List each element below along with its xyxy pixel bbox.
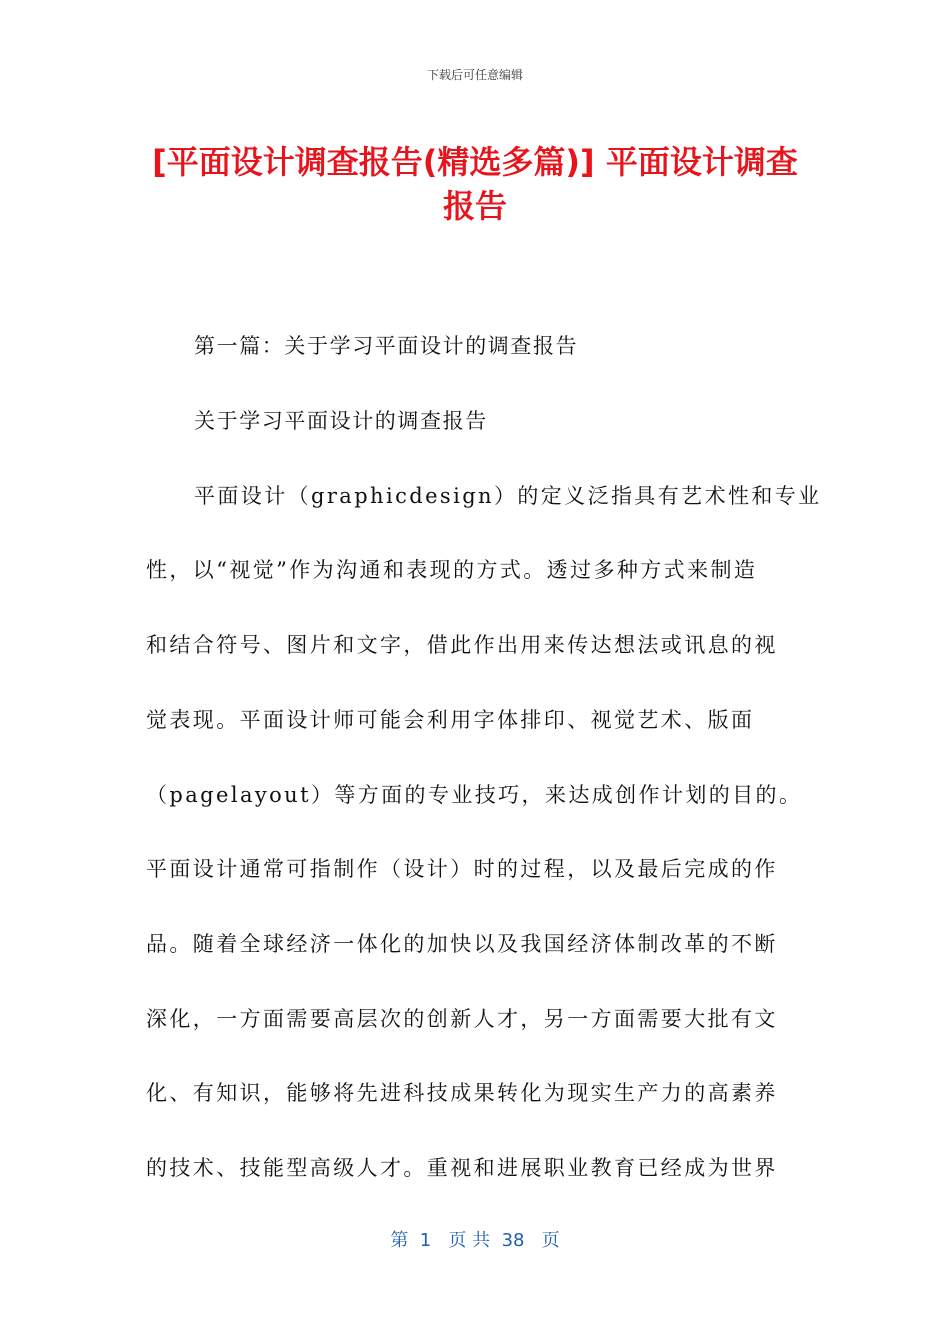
- body-line: 的技术、技能型高级人才。重视和进展职业教育已经成为世界: [146, 1156, 778, 1180]
- body-line: 深化，一方面需要高层次的创新人才，另一方面需要大批有文: [146, 1007, 778, 1031]
- body-line: 平面设计通常可指制作（设计）时的过程，以及最后完成的作: [146, 857, 778, 881]
- body-line: 觉表现。平面设计师可能会利用字体排印、视觉艺术、版面: [146, 708, 755, 732]
- body-line: 平面设计（graphicdesign）的定义泛指具有艺术性和专业: [194, 484, 822, 508]
- page-footer: 第 1 页 共 38 页: [390, 1230, 560, 1251]
- body-line: 和结合符号、图片和文字，借此作出用来传达想法或讯息的视: [146, 633, 778, 657]
- section-heading: 第一篇：关于学习平面设计的调查报告: [194, 334, 579, 358]
- subheading: 关于学习平面设计的调查报告: [194, 409, 488, 433]
- body-line: （pagelayout）等方面的专业技巧，来达成创作计划的目的。: [146, 783, 803, 807]
- header-note: 下载后可任意编辑: [426, 68, 523, 82]
- document-title: [平面设计调查报告(精选多篇)] 平面设计调查报告: [152, 143, 798, 225]
- body-line: 性，以“视觉”作为沟通和表现的方式。透过多种方式来制造: [146, 558, 758, 582]
- body-line: 品。随着全球经济一体化的加快以及我国经济体制改革的不断: [146, 932, 778, 956]
- body-line: 化、有知识，能够将先进科技成果转化为现实生产力的高素养: [146, 1081, 778, 1105]
